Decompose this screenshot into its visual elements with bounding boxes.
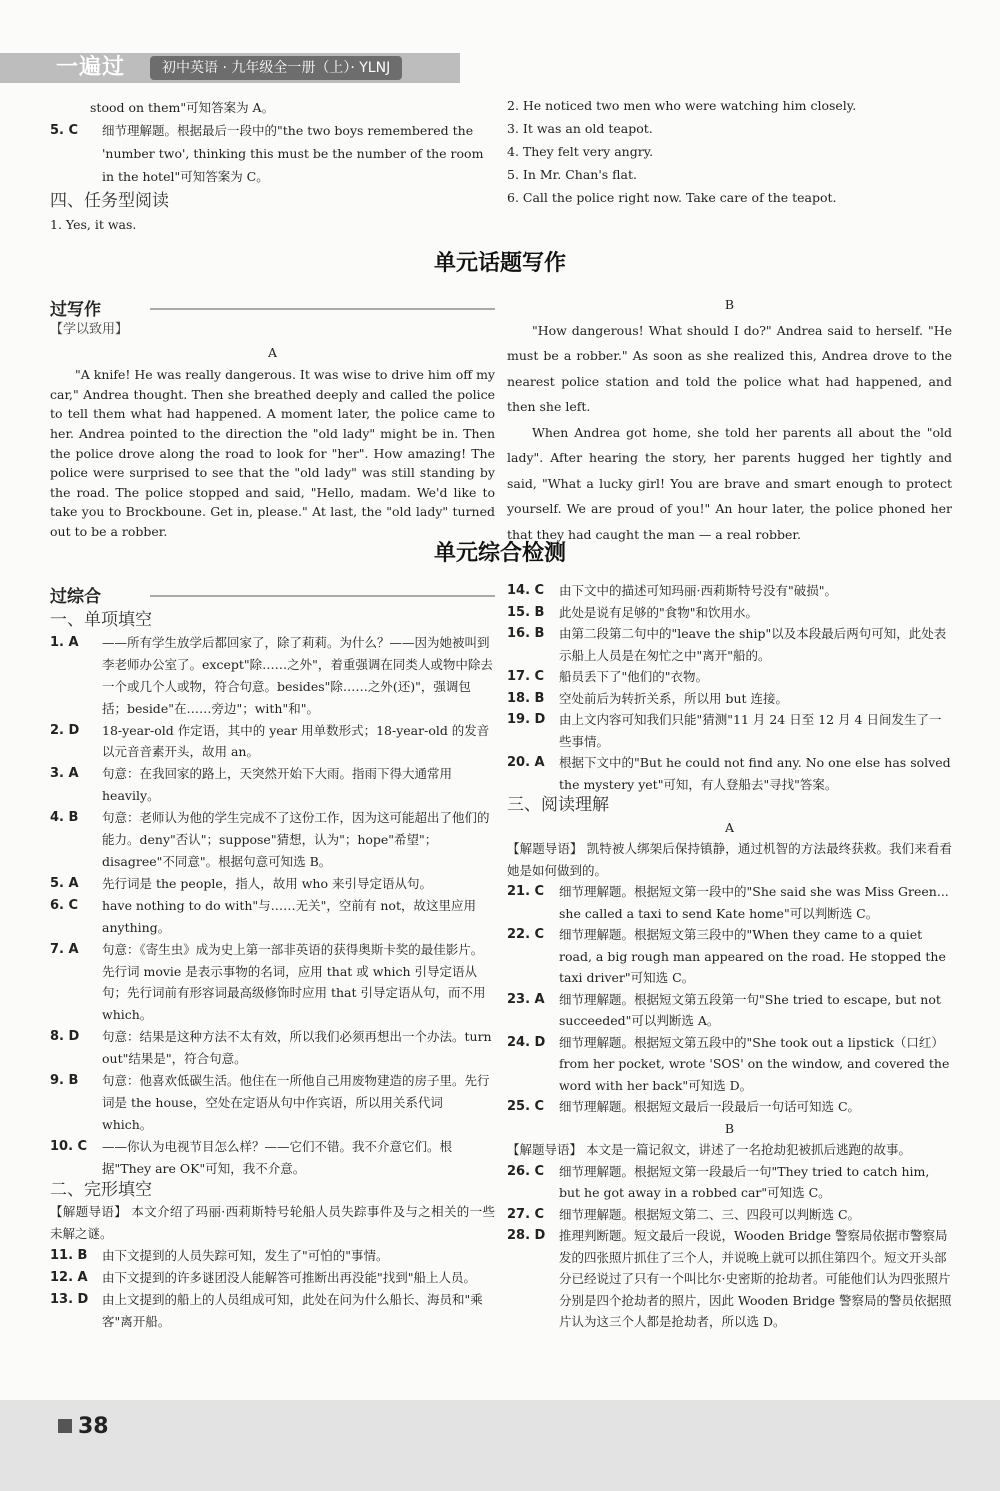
- task-answer: 2. He noticed two men who were watching him closely.: [507, 98, 857, 113]
- answer-list: [507, 881, 952, 1118]
- running-header: [0, 48, 1000, 88]
- page-number: [58, 1414, 109, 1439]
- answer-item: [50, 873, 495, 895]
- guide-label: 【解题导语】: [507, 841, 583, 856]
- answer-number: 25. C: [507, 1099, 545, 1114]
- answer-list: [507, 580, 952, 795]
- test-left-column: [50, 610, 495, 1333]
- answer-text: 句意：结果是这种方法不太有效，所以我们必须再想出一个办法。turn out"结果是"，符合句意。: [102, 1029, 492, 1067]
- answer-item: [507, 602, 952, 624]
- answer-number: 9. B: [50, 1073, 79, 1089]
- guide-text: 本文是一篇记叙文，讲述了一名抢劫犯被抓后逃跑的故事。: [586, 1142, 912, 1157]
- task-answer: 3. It was an old teapot.: [507, 121, 653, 136]
- band-label: 过综合: [50, 587, 101, 607]
- answer-text: 细节理解题。根据短文最后一段最后一句话可知选 C。: [559, 1099, 861, 1114]
- answer-number: 22. C: [507, 927, 545, 942]
- answer-text: 此处是说有足够的"食物"和饮用水。: [559, 604, 758, 620]
- answer-item: [50, 720, 495, 764]
- answer-text: 细节理解题。根据短文第五段第一句"She tried to escape, but not succeeded"可以判断选 A。: [559, 991, 941, 1028]
- writing-title: 单元话题写作: [433, 251, 566, 276]
- sample-text: When Andrea got home, she told her parents all about the "old lady". After hearing the story, her parents hugged her tightly and said, "What a lucky girl! You are brave and smart enough to protect yourself. We are proud of you!" An hour later, the police phoned her that they had caught the man — a real robber.: [507, 424, 952, 542]
- sample-label: A: [267, 344, 278, 360]
- guide-label: 【解题导语】: [507, 1142, 583, 1157]
- answer-number: 24. D: [507, 1034, 546, 1050]
- answer-continuation: stood on them"可知答案为 A。: [90, 100, 275, 115]
- test-right-column: [507, 580, 952, 1333]
- answer-item: [507, 688, 952, 710]
- answer-number: 27. C: [507, 1206, 545, 1222]
- writing-sample-a: [50, 320, 495, 542]
- answer-item: [507, 1204, 952, 1226]
- band-label: 过写作: [50, 300, 101, 320]
- answer-item: [507, 989, 952, 1032]
- answer-text: 根据下文中的"But he could not find any. No one else has solved the mystery yet"可知，有人登船去"寻找"答案。: [559, 755, 951, 792]
- answer-number: 6. C: [50, 897, 79, 913]
- answer-number: 17. C: [507, 669, 545, 684]
- section-heading: 三、阅读理解: [507, 795, 609, 815]
- writing-sample-b: [507, 292, 952, 547]
- answer-text: 句意：老师认为他的学生完成不了这份工作，因为这可能超出了他们的能力。deny"否认"；suppose"猜想，认为"；hope"希望"；disagree"不同意"。根据句意可知选 B。: [102, 810, 490, 869]
- answer-number: 18. B: [507, 690, 545, 706]
- band-rule: [150, 308, 495, 310]
- passage-label: A: [724, 819, 735, 835]
- answer-number: 28. D: [507, 1228, 546, 1243]
- guide-note: [50, 1201, 495, 1245]
- answer-number: 1. A: [50, 634, 79, 650]
- answer-number: 12. A: [50, 1270, 88, 1286]
- answer-list: [50, 632, 495, 1180]
- answer-text: 细节理解题。根据短文第一段最后一句"They tried to catch him, but he got away in a robbed car"可知选 C。: [559, 1163, 930, 1200]
- answer-number: 23. A: [507, 991, 545, 1007]
- page-number-text: 38: [78, 1414, 109, 1439]
- answer-text: 细节理解题。根据最后一段中的"the two boys remembered the 'number two', thinking this must be the number of the room in the hotel"可知答案为 C。: [102, 123, 484, 184]
- answer-text: 由下文提到的人员失踪可知，发生了"可怕的"事情。: [102, 1248, 389, 1264]
- answer-item: [507, 752, 952, 795]
- section-heading: 二、完形填空: [50, 1179, 152, 1200]
- answer-number: 15. B: [507, 604, 545, 620]
- page-marker: [58, 1419, 72, 1433]
- task-answer: 5. In Mr. Chan's flat.: [507, 167, 637, 182]
- sample-label: B: [724, 297, 735, 312]
- answer-text: 句意：《寄生虫》成为史上第一部非英语的获得奥斯卡奖的最佳影片。先行词 movie 是表示事物的名词，应用 that 或 which 引导定语从句；先行词前有形容词最高级修饰时应用 that 引导定语从句，而不用 which。: [102, 941, 486, 1023]
- answer-text: 细节理解题。根据短文第二、三、四段可以判断选 C。: [559, 1206, 861, 1222]
- answer-number: 4. B: [50, 810, 79, 826]
- test-title: 单元综合检测: [433, 541, 566, 566]
- sample-text: "How dangerous! What should I do?" Andrea said to herself. "He must be a robber." As soon as she realized this, Andrea drove to the nearest police station and told the police what had happened, and then she left.: [507, 322, 952, 414]
- tag-label: 【学以致用】: [50, 322, 129, 337]
- series-logo: 一遍过: [56, 55, 126, 80]
- sample-text: "A knife! He was really dangerous. It was wise to drive him off my car," Andrea thought. Then she breathed deeply and called the police to tell them what had happened. A moment later, the police came to her. Andrea pointed to the direction the "old lady" might be in. Then the police drove along the road to look for "her". How amazing! The police were surprised to see that the "old lady" was still standing by the road. The police stopped and said, "Hello, madam. We'd like to take you to Brockboune. Get in, please." At last, the "old lady" turned out to be a robber.: [50, 367, 495, 539]
- answer-item: [50, 1070, 495, 1136]
- answer-item: [50, 1267, 495, 1289]
- answer-text: 由上文内容可知我们只能"猜测"11 月 24 日至 12 月 4 日间发生了一些事情。: [559, 712, 942, 749]
- answer-item: [50, 939, 495, 1027]
- answer-text: 18-year-old 作定语，其中的 year 用单数形式；18-year-old 的发音以元音音素开头，故用 an。: [102, 722, 490, 760]
- answer-list: [50, 1245, 495, 1333]
- answer-text: 推理判断题。短文最后一段说，Wooden Bridge 警察局依据市警察局发的四张照片抓住了三个人，并说晚上就可以抓住第四个。短文开头部分已经说过了只有一个叫比尔·史密斯的抢劫者。可能他们认为四张照片分别是四个抢劫者的照片，因此 Wooden Bridge 警察局的警员依据照片认为这三个人都是抢劫者，所以选 D。: [559, 1228, 952, 1329]
- answer-number: 26. C: [507, 1163, 545, 1179]
- answer-text: 船员丢下了"他们的"衣物。: [559, 669, 708, 684]
- section-heading: 四、任务型阅读: [50, 191, 169, 211]
- guide-label: 【解题导语】: [50, 1204, 128, 1220]
- answer-text: 句意：在我回家的路上，天突然开始下大雨。指雨下得大通常用 heavily。: [102, 766, 453, 804]
- passage-label: B: [724, 1120, 735, 1136]
- top-left-answers: [50, 96, 495, 236]
- answer-number: 21. C: [507, 884, 545, 899]
- answer-item: [50, 763, 495, 807]
- answer-number: 13. D: [50, 1292, 89, 1308]
- answer-item: [507, 623, 952, 666]
- guide-text: 本文介绍了玛丽·西莉斯特号轮船人员失踪事件及与之相关的一些未解之谜。: [50, 1204, 495, 1242]
- answer-text: 由第二段第二句中的"leave the ship"以及本段最后两句可知，此处表示船上人员是在匆忙之中"离开"船的。: [559, 626, 947, 663]
- answer-item: [507, 1225, 952, 1333]
- answer-text: 细节理解题。根据短文第五段中的"She took out a lipstick（口红）from her pocket, wrote 'SOS' on the window, and covered the word with her back"可知选 D。: [559, 1034, 950, 1093]
- answer-item: [50, 1289, 495, 1333]
- answer-list: [507, 1161, 952, 1333]
- guide-note: [507, 838, 952, 881]
- answer-text: 句意：他喜欢低碳生活。他住在一所他自己用废物建造的房子里。先行词是 the house，空处在定语从句中作宾语，所以用关系代词 which。: [102, 1073, 490, 1132]
- answer-text: 先行词是 the people，指人，故用 who 来引导定语从句。: [102, 875, 432, 891]
- answer-number: 5. C: [50, 123, 79, 138]
- answer-item: [507, 580, 952, 602]
- answer-item: [507, 1161, 952, 1204]
- answer-text: ——所有学生放学后都回家了，除了莉莉。为什么？——因为她被叫到李老师办公室了。except"除……之外"，着重强调在同类人或物中除去一个或几个人或物，符合句意。besides"除……之外(还)"，强调包括；beside"在……旁边"；with"和"。: [102, 634, 493, 716]
- answer-text: 由下文中的描述可知玛丽·西莉斯特号没有"破损"。: [559, 583, 837, 598]
- answer-item: [507, 881, 952, 924]
- answer-text: 由下文提到的许多谜团没人能解答可推断出再没能"找到"船上人员。: [102, 1270, 477, 1286]
- book-title: 初中英语 · 九年级全一册（上）· YLNJ: [150, 56, 402, 80]
- answer-item: [50, 807, 495, 873]
- answer-item: [50, 119, 495, 188]
- answer-number: 2. D: [50, 722, 80, 738]
- guide-text: 凯特被人绑架后保持镇静，通过机智的方法最终获救。我们来看看她是如何做到的。: [507, 841, 952, 878]
- answer-text: 空处前后为转折关系，所以用 but 连接。: [559, 690, 789, 706]
- answer-number: 14. C: [507, 583, 545, 598]
- answer-item: [507, 1032, 952, 1097]
- answer-number: 7. A: [50, 941, 79, 957]
- answer-item: [507, 1096, 952, 1118]
- test-band: [50, 582, 495, 608]
- guide-note: [507, 1139, 952, 1161]
- answer-number: 8. D: [50, 1029, 80, 1045]
- writing-band: [50, 295, 495, 321]
- task-answer: 4. They felt very angry.: [507, 144, 654, 159]
- answer-number: 16. B: [507, 626, 545, 641]
- top-right-answers: [507, 94, 952, 209]
- answer-item: [507, 709, 952, 752]
- answer-number: 20. A: [507, 755, 545, 770]
- answer-item: [50, 1245, 495, 1267]
- answer-number: 11. B: [50, 1248, 88, 1264]
- answer-text: 细节理解题。根据短文第一段中的"She said she was Miss Green... she called a taxi to send Kate home"可以判断选 C。: [559, 884, 949, 921]
- answer-text: 细节理解题。根据短文第三段中的"When they came to a quiet road, a big rough man appeared on the road. He stopped the taxi driver"可知选 C。: [559, 927, 946, 985]
- task-answer: 6. Call the police right now. Take care of the teapot.: [507, 190, 837, 205]
- task-answer: 1. Yes, it was.: [50, 217, 137, 232]
- answer-item: [50, 632, 495, 720]
- answer-number: 10. C: [50, 1138, 88, 1154]
- answer-text: 由上文提到的船上的人员组成可知，此处在问为什么船长、海员和"乘客"离开船。: [102, 1292, 483, 1329]
- answer-item: [50, 1026, 495, 1070]
- answer-item: [507, 666, 952, 688]
- answer-number: 19. D: [507, 712, 546, 727]
- section-heading: 一、单项填空: [50, 610, 152, 630]
- answer-number: 5. A: [50, 875, 79, 891]
- answer-text: have nothing to do with"与……无关"，空前有 not，故这里应用 anything。: [102, 897, 476, 935]
- answer-text: ——你认为电视节目怎么样？——它们不错。我不介意它们。根据"They are OK"可知，我不介意。: [102, 1138, 453, 1176]
- answer-item: [50, 895, 495, 939]
- answer-item: [50, 1136, 495, 1180]
- answer-item: [507, 924, 952, 989]
- answer-number: 3. A: [50, 766, 79, 782]
- band-rule: [150, 595, 495, 597]
- page-footer: [0, 1400, 1000, 1491]
